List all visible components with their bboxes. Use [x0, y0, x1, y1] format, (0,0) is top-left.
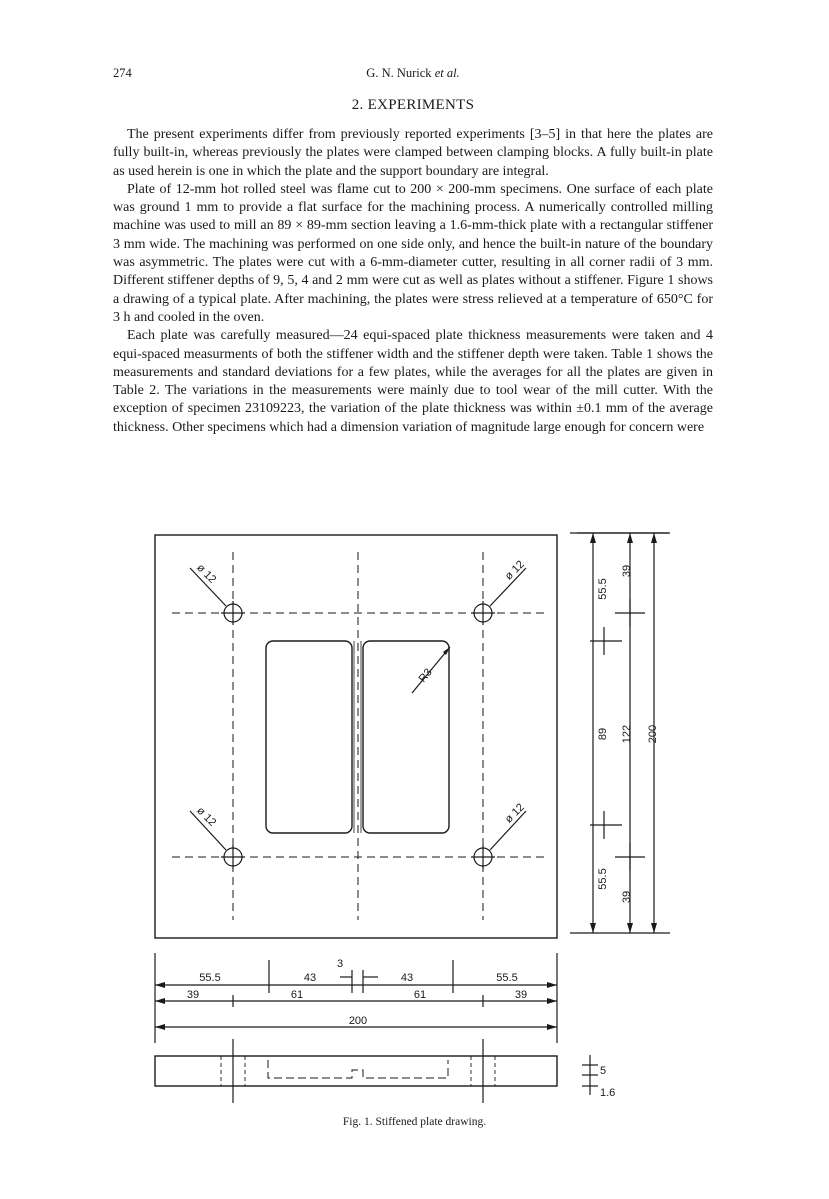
pocket-right: [363, 641, 449, 833]
dim-bottom-61-left: 61: [290, 989, 304, 1001]
body-text: [113, 126, 713, 437]
paragraph-1: The present experiments differ from previously reported experiments [3–5] in that here the plates are fully built-in, whereas previously the plates were clamped between clamping blocks. A fully built-in plate as used herein is one in which the plate and the support boundary are integral.: [113, 127, 713, 179]
dim-bottom-55-right: 55.5: [496, 972, 518, 984]
section-title: 2. EXPERIMENTS: [351, 97, 475, 113]
pocket-left: [266, 641, 352, 833]
radius-label: R3: [416, 666, 435, 685]
dim-section-depth: 5: [600, 1065, 607, 1077]
dim-right-bot-39: 39: [621, 890, 633, 904]
hole-label-top-left: ø 12: [194, 561, 219, 586]
stiffened-plate-drawing: [0, 515, 829, 1120]
hole-label-bottom-right: ø 12: [502, 801, 527, 826]
figure-caption: Fig. 1. Stiffened plate drawing.: [342, 1116, 487, 1128]
dim-bottom-3: 3: [336, 958, 344, 970]
dim-right-full-200: 200: [647, 724, 659, 744]
hole-label-bottom-left: ø 12: [194, 804, 219, 829]
dim-bottom-55-left: 55.5: [199, 972, 221, 984]
dim-bottom-61-right: 61: [413, 989, 427, 1001]
dim-right-top-39: 39: [621, 564, 633, 578]
dim-right-bot-55: 55.5: [597, 868, 609, 890]
running-head-etal: et al.: [434, 66, 460, 80]
page-header: [113, 66, 713, 82]
dim-bottom-39-left: 39: [186, 989, 200, 1001]
running-head-authors: G. N. Nurick: [366, 66, 432, 80]
paragraph-3: Each plate was carefully measured—24 equi-spaced plate thickness measurements were taken and 4 equi-spaced measurments of both the stiffener width and the stiffener depth were taken. Table 1 shows the measurements and standard deviations for a few plates, while the averages for all the plates are given in Table 2. The variations in the measurements were mainly due to tool wear of the mill cutter. With the exception of specimen 23109223, the variation of the plate thickness was within ±0.1 mm of the average thickness. Other specimens which had a dimension variation of magnitude large enough for concern were: [113, 328, 713, 435]
paragraph-2: Plate of 12-mm hot rolled steel was flame cut to 200 × 200-mm specimens. One surface of each plate was ground 1 mm to provide a flat surface for the machining process. A numerically controlled milling machine was used to mill an 89 × 89-mm section leaving a 1.6-mm-thick plate with a rectangular stiffener 3 mm wide. The machining was performed on one side only, and hence the built-in nature of the boundary was asymmetric. The plates were cut with a 6-mm-diameter cutter, resulting in all corner radii of 3 mm. Different stiffener depths of 9, 5, 4 and 2 mm were cut as well as plates without a stiffener. Figure 1 shows a drawing of a typical plate. After machining, the plates were stress relieved at a temperature of 650°C for 3 h and cooled in the oven.: [113, 181, 713, 325]
figure-1: [0, 515, 829, 1120]
dim-right-top-55: 55.5: [597, 578, 609, 600]
dim-section-thickness: 1.6: [600, 1087, 616, 1099]
dim-right-mid-89: 89: [597, 727, 609, 741]
dim-bottom-43-left: 43: [303, 972, 317, 984]
dim-bottom-43-right: 43: [400, 972, 414, 984]
running-head: [113, 66, 713, 81]
section-view-outline: [155, 1056, 557, 1086]
dim-right-mid-122: 122: [621, 724, 633, 744]
dim-bottom-39-right: 39: [514, 989, 528, 1001]
hole-label-top-right: ø 12: [502, 558, 527, 583]
dim-bottom-200: 200: [348, 1015, 368, 1027]
page-number: 274: [113, 66, 132, 80]
